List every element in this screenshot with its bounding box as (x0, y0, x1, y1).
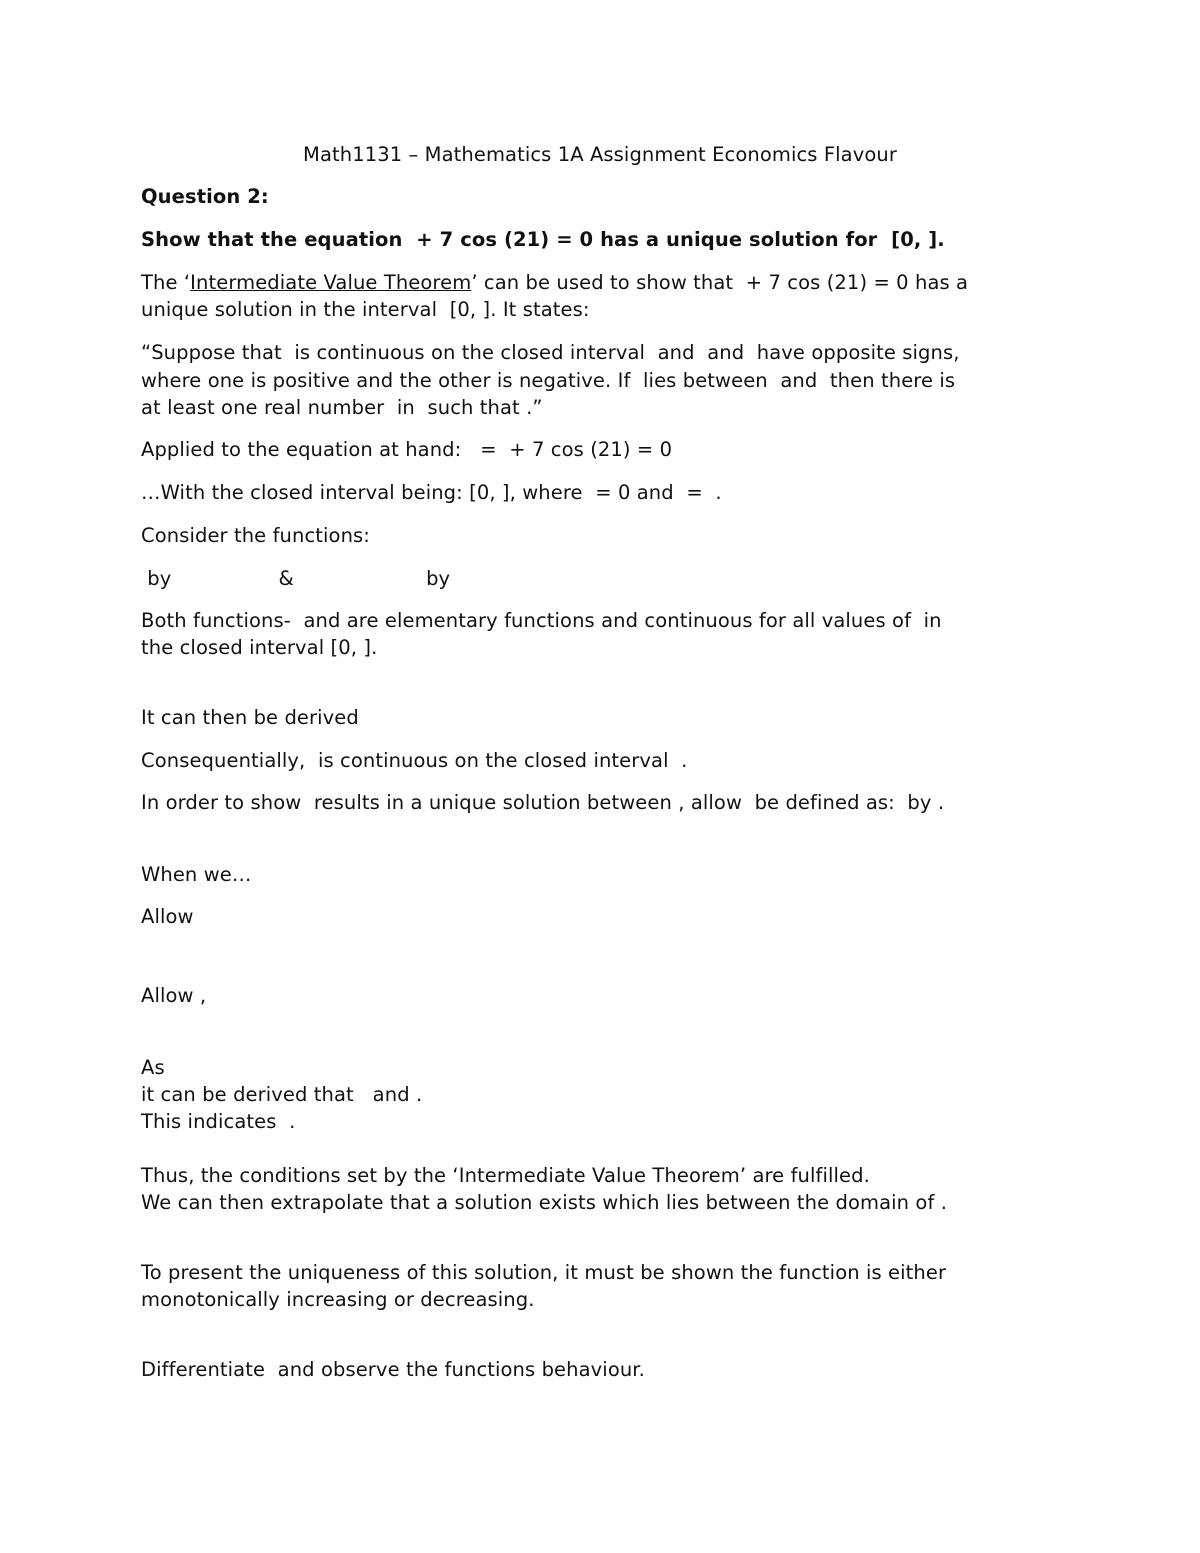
allow-line2: Allow , (141, 984, 207, 1007)
question-text: Show that the equation + 7 cos (21) = 0 has a unique solution for [0, ]. (141, 228, 945, 251)
applied-line: Applied to the equation at hand: = + 7 cos (21) = 0 (141, 438, 673, 461)
ivt-link[interactable]: Intermediate Value Theorem (190, 271, 472, 294)
both-functions-line1: Both functions- and are elementary functions and continuous for all values of in (141, 609, 942, 632)
paragraph-ivt-line1 (141, 269, 968, 296)
interval-line: …With the closed interval being: [0, ], where = 0 and = . (141, 481, 722, 504)
quote-line1: “Suppose that is continuous on the closed interval and and have opposite signs, (141, 341, 960, 364)
paragraph-ivt-prefix: The ‘ (141, 271, 191, 294)
paragraph-ivt-line2: unique solution in the interval [0, ]. It states: (141, 298, 590, 321)
quote-line3: at least one real number in such that .” (141, 396, 543, 419)
extrapolate-line: We can then extrapolate that a solution exists which lies between the domain of . (141, 1191, 948, 1214)
functions-line: by & by (141, 567, 451, 590)
consequently-line: Consequentially, is continuous on the closed interval . (141, 749, 688, 772)
indicates-line: This indicates . (141, 1110, 296, 1133)
derived-that-line: it can be derived that and . (141, 1083, 423, 1106)
allow-line1: Allow (141, 905, 194, 928)
uniqueness-line2: monotonically increasing or decreasing. (141, 1288, 535, 1311)
as-line: As (141, 1056, 165, 1079)
question-heading: Question 2: (141, 185, 269, 208)
uniqueness-line1: To present the uniqueness of this solution, it must be shown the function is either (141, 1261, 947, 1284)
differentiate-line: Differentiate and observe the functions behaviour. (141, 1358, 645, 1381)
paragraph-ivt-suffix: ’ can be used to show that + 7 cos (21) = 0 has a (471, 271, 969, 294)
thus-line: Thus, the conditions set by the ‘Intermediate Value Theorem’ are fulfilled. (141, 1164, 870, 1187)
both-functions-line2: the closed interval [0, ]. (141, 636, 378, 659)
when-we-line: When we… (141, 863, 252, 886)
in-order-line: In order to show results in a unique solution between , allow be defined as: by . (141, 791, 945, 814)
document-title: Math1131 – Mathematics 1A Assignment Economics Flavour (303, 143, 897, 166)
consider-line: Consider the functions: (141, 524, 370, 547)
derived-line: It can then be derived (141, 706, 359, 729)
quote-line2: where one is positive and the other is negative. If lies between and then there is (141, 369, 956, 392)
